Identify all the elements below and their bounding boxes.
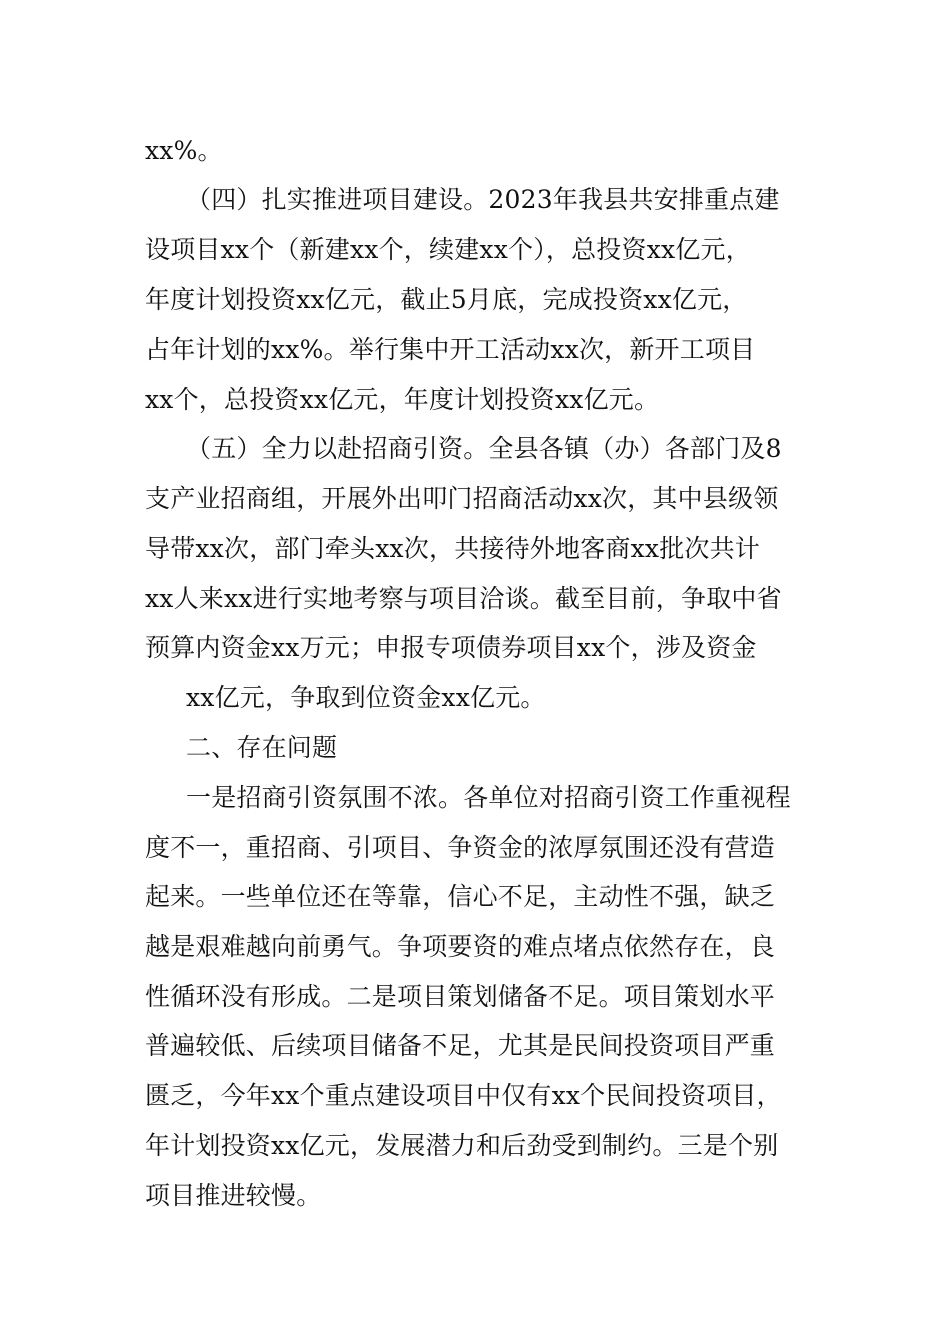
text-line: 越是艰难越向前勇气。争项要资的难点堵点依然存在，良: [145, 932, 776, 961]
text-line: 匮乏，今年xx个重点建设项目中仅有xx个民间投资项目，: [145, 1081, 782, 1110]
text-line: 普遍较低、后续项目储备不足，尤其是民间投资项目严重: [145, 1031, 776, 1060]
text-line: 起来。一些单位还在等靠，信心不足，主动性不强，缺乏: [145, 882, 776, 911]
text-line: xx%。: [145, 136, 223, 165]
text-line: 设项目xx个（新建xx个，续建xx个），总投资xx亿元，: [145, 235, 751, 264]
section-heading: 二、存在问题: [186, 733, 338, 762]
text-line: 项目推进较慢。: [145, 1181, 322, 1210]
text-line: （四）扎实推进项目建设。2023年我县共安排重点建: [186, 185, 780, 214]
text-line: 年度计划投资xx亿元，截止5月底，完成投资xx亿元，: [145, 285, 748, 314]
text-line: 预算内资金xx万元；申报专项债券项目xx个，涉及资金: [145, 633, 757, 662]
text-line: （五）全力以赴招商引资。全县各镇（办）各部门及8: [186, 434, 782, 463]
text-line: 度不一，重招商、引项目、争资金的浓厚氛围还没有营造: [145, 833, 776, 862]
text-line: xx亿元，争取到位资金xx亿元。: [186, 683, 546, 712]
text-line: xx人来xx进行实地考察与项目洽谈。截至目前，争取中省: [145, 584, 782, 613]
text-line: 一是招商引资氛围不浓。各单位对招商引资工作重视程: [186, 783, 791, 812]
text-line: 支产业招商组，开展外出叩门招商活动xx次，其中县级领: [145, 484, 779, 513]
text-line: 导带xx次，部门牵头xx次，共接待外地客商xx批次共计: [145, 534, 760, 563]
text-line: xx个，总投资xx亿元，年度计划投资xx亿元。: [145, 385, 660, 414]
text-line: 性循环没有形成。二是项目策划储备不足。项目策划水平: [145, 982, 776, 1011]
text-line: 年计划投资xx亿元，发展潜力和后劲受到制约。三是个别: [145, 1131, 779, 1160]
text-line: 占年计划的xx%。举行集中开工活动xx次，新开工项目: [145, 335, 756, 364]
